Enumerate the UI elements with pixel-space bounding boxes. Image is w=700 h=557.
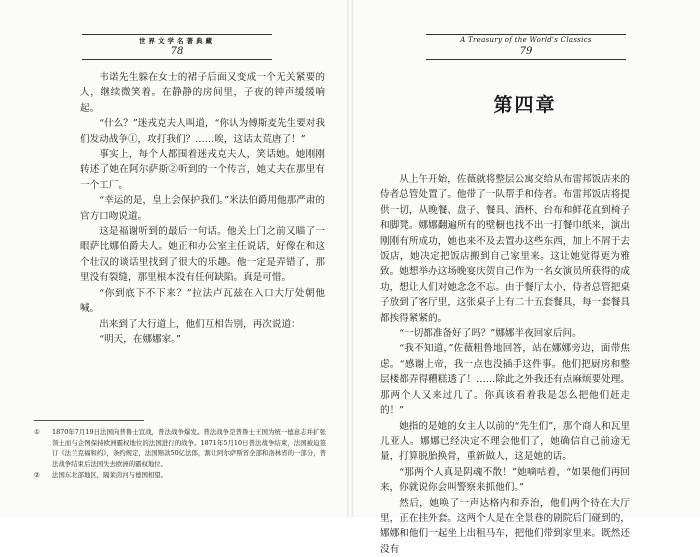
paragraph: “那两个人真是阴魂不散！”她嘀咕着，“如果他们再回来，你就说你会叫警察来抓他们。” [380,466,630,494]
paragraph: 韦诺先生躲在女士的裙子后面又变成一个无关紧要的人，继续微笑着。在静静的房间里，子夜的钟声缓缓响起。 [80,72,325,114]
footnote-mark: ② [34,471,40,480]
book-gutter [347,0,353,517]
right-page-number: 79 [519,46,533,57]
paragraph: “我不知道，”佐薇粗鲁地回答，站在娜娜旁边，面带焦虑。“感谢上帝，我一点也没插手这件事。他们把厨房和整层楼都弄得糟糕透了！……除此之外我还有点麻烦要处理。那两个人又来过几了。你真该看着我是怎么把他们赶走的！” [380,343,630,417]
footnote-text: 1870年7月19日法国向普鲁士宣战，普法战争爆发。普法战争是普鲁士王国为统一德意志并扩张领土而与企图保持欧洲霸权地位的法国进行的战争。1871年5月10日普法战争结束，法国被迫签订《法兰克福和约》，条约规定，法国赔款50亿法郎，割让阿尔萨斯省全部和洛林省的一部分，普法战争结束后法国失去欧洲的霸权地位。 [52,428,326,468]
footnote [34,470,326,481]
right-running-header [426,34,626,60]
footnotes [34,427,326,482]
left-page-number: 78 [170,46,184,57]
right-page [350,0,700,555]
paragraph: 事实上，每个人都围着迷戎克夫人，笑话她。她刚刚转述了她在阿尔萨斯②听到的一个传言，她丈夫在那里有一个工厂。 [80,149,325,191]
left-page [0,0,350,517]
paragraph: “什么？”迷戎克夫人叫道，“你认为傅斯麦先生要对我们发动战争①，攻打我们？……唉，这话太荒唐了！” [80,118,325,145]
left-header-title: 世界文学名著典藏 [139,37,215,45]
paragraph: 她指的是她的女主人以前的“先生们”，那个商人和瓦里儿亚人。娜娜已经决定不理会他们了，她确信自己前途无量，打算脱胎换骨，重新做人，这是她的话。 [380,420,630,463]
footnote-mark: ① [34,428,40,436]
left-running-header [82,34,272,60]
footnote [34,427,326,469]
chapter-title: 第四章 [493,94,557,116]
footnote-divider [34,420,144,421]
right-header-title: A Treasury of the World's Classics [460,36,592,44]
paragraph: “明天，在娜娜家。” [99,333,181,345]
paragraph: 从上午开始，佐薇就将整层公寓交给从布雷邦饭店来的侍者总管处置了。他带了一队帮手和侍者。布雷邦饭店将提供一切，从晚餐、盘子、餐具、酒杯、台布和鲜花直到椅子和脚凳。娜娜翻遍所有的壁橱也找不出一打餐巾纸来，演出刚刚有所成功，她也来不及去置办这些东西，加上不屑于去饭店，她决定把饭店搬到自己家里来。这让她觉得更为雅致。她想举办这场晚宴庆贺自己作为一名女演员所获得的成功，想让人们对她念念不忘。由于餐厅太小，侍者总管把桌子放到了客厅里，这张桌子上有二十五套餐具，每一套餐具都挨得紧紧的。 [380,174,630,324]
right-body-text [380,172,630,557]
footnote-text: 法国东北部地区，隔莱茵河与德国相望。 [52,471,168,480]
paragraph: “一切都准备好了吗？”娜娜半夜回家后问。 [399,328,582,340]
paragraph: 出来到了大行道上，他们互相告别，再次说道： [99,318,301,330]
paragraph: “你到底下不下来？”拉法卢瓦兹在入口大厅处朝他喊。 [80,287,325,315]
paragraph: “幸运的是，皇上会保护我们。”米法伯爵用他那严肃的官方口吻说道。 [80,195,325,222]
paragraph: 这是福谢听到的最后一句话。他关上门之前又瞄了一眼萨比娜伯爵夫人。她正和办公室主任说话，好像在和这个壮汉的谈话里找到了很大的乐趣。他一定是弄错了，那里没有裂缝，那里根本没有任何缺陷。真是可惜。 [80,226,325,284]
paragraph: 然后，她唤了一声达格内和乔治，他们两个待在大厅里，正在挂外套。这两个人是在全景巷的剧院后门碰到的，娜娜和他们一起坐上出租马车，把他们带到家里来。既然还没有 [380,497,630,555]
left-body-text [80,70,325,347]
